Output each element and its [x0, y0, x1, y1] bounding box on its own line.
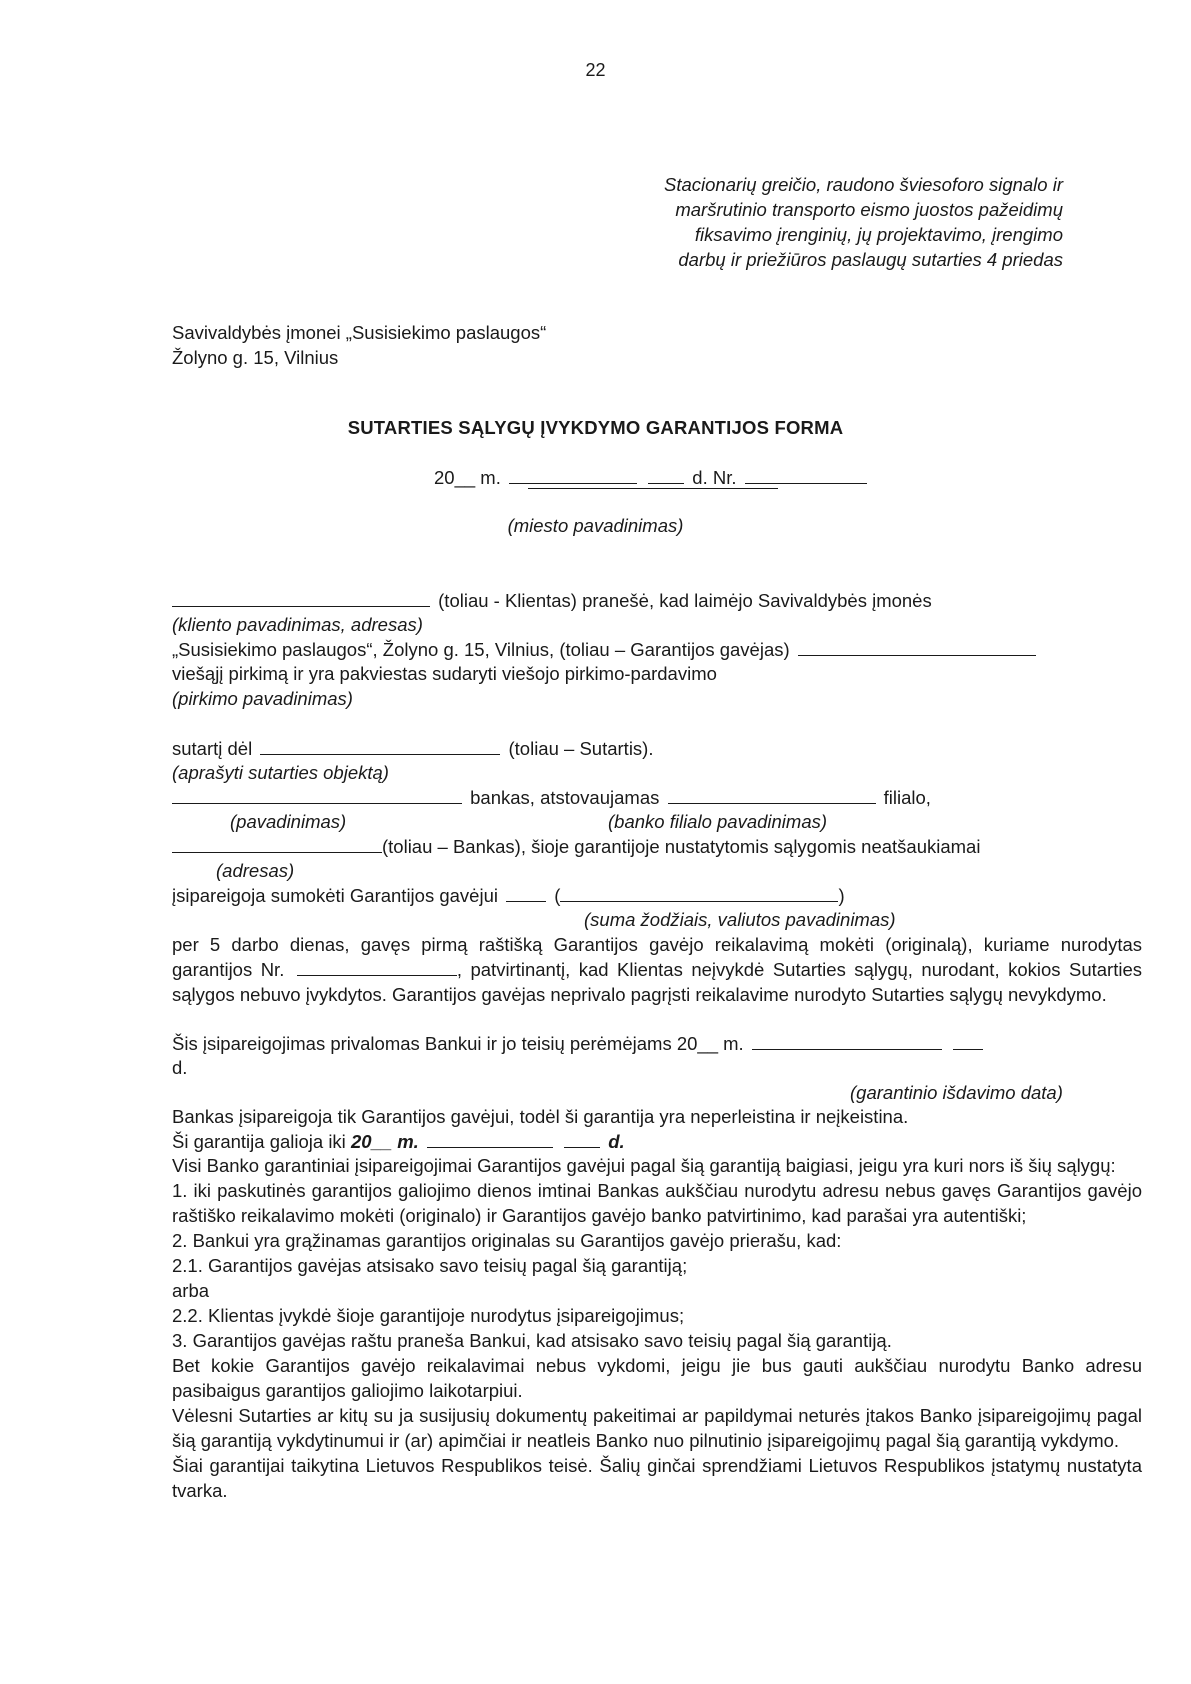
bank-name-blank[interactable]	[172, 785, 462, 804]
amendments-text: Vėlesni Sutarties ar kitų su ja susijusių dokumentų pakeitimai ar papildymai neturės įtakos Banko įsipareigojimų pagal šią garantiją vykdytinumui ir (ar) apimčiai ir neatleis Banko nuo pilnutinio įsipareigojimų pagal šią garantiją vykdymo.	[172, 1405, 1142, 1451]
annex-line: Stacionarių greičio, raudono šviesoforo signalo ir	[664, 174, 1063, 195]
date-nr-label: d. Nr.	[692, 467, 737, 488]
obligation-month-blank[interactable]	[752, 1031, 942, 1050]
company-text: „Susisiekimo paslaugos“, Žolyno g. 15, Vilnius, (toliau – Garantijos gavėjas)	[172, 639, 790, 660]
valid-year: 20__ m.	[350, 1131, 419, 1152]
city-caption: (miesto pavadinimas)	[507, 515, 684, 536]
company-line	[172, 637, 1142, 662]
obligation-line	[172, 1031, 1142, 1056]
client-blank[interactable]	[172, 588, 430, 607]
day-blank[interactable]	[648, 465, 684, 484]
conditions-block	[172, 1153, 1142, 1503]
contract-suffix: (toliau – Sutartis).	[508, 738, 654, 759]
client-text: (toliau - Klientas) pranešė, kad laimėjo Savivaldybės įmonės	[438, 590, 932, 611]
condition-2-1: 2.1. Garantijos gavėjas atsisako savo teisių pagal šią garantiją;	[172, 1255, 688, 1276]
valid-prefix: Ši garantija galioja iki	[172, 1131, 346, 1152]
obligation-text: Šis įsipareigojimas privalomas Bankui ir jo teisių perėmėjams 20__ m.	[172, 1033, 744, 1054]
late-claims-text: Bet kokie Garantijos gavėjo reikalavimai nebus vykdomi, jeigu jie bus gauti aukščiau nurodytu Banko adresu pasibaigus garantijos galiojimo laikotarpiui.	[172, 1355, 1142, 1401]
nontransferable-text: Bankas įsipareigoja tik Garantijos gavėjui, todėl ši garantija yra neperleistina ir neįkeistina.	[172, 1106, 909, 1127]
client-line	[172, 588, 1142, 613]
contract-caption: (aprašyti sutarties objektą)	[172, 762, 389, 783]
pay-line	[172, 883, 1142, 908]
pay-text: įsipareigoja sumokėti Garantijos gavėjui	[172, 885, 498, 906]
month-blank[interactable]	[509, 465, 637, 484]
page-number: 22	[585, 60, 606, 80]
amount-number-blank[interactable]	[506, 883, 546, 902]
recipient-name: Savivaldybės įmonei „Susisiekimo paslaugos“	[172, 322, 547, 343]
bank-address-blank[interactable]	[172, 834, 382, 853]
paren-close: )	[838, 885, 845, 906]
bank-text: (toliau – Bankas), šioje garantijoje nustatytomis sąlygomis neatšaukiamai	[382, 836, 981, 857]
branch-blank[interactable]	[668, 785, 876, 804]
procurement-blank[interactable]	[798, 637, 1036, 656]
demand-text-b: , patvirtinantį, kad Klientas neįvykdė Sutarties sąlygų, nurodant, kokios Sutarties sąlygos nebuvo įvykdytos. Garantijos gavėjas neprivalo pagrįsti reikalavime nurodyto Sutarties sąlygų nevykdymo.	[172, 959, 1143, 1005]
contract-line	[172, 736, 1142, 761]
demand-paragraph	[172, 932, 1142, 1007]
condition-2: 2. Bankui yra grąžinamas garantijos originalas su Garantijos gavėjo prierašu, kad:	[172, 1230, 842, 1251]
procurement-caption: (pirkimo pavadinimas)	[172, 688, 353, 709]
document-title: SUTARTIES SĄLYGŲ ĮVYKDYMO GARANTIJOS FORMA	[347, 417, 844, 438]
contract-prefix: sutartį dėl	[172, 738, 253, 759]
condition-2-2: 2.2. Klientas įvykdė šioje garantijoje nurodytus įsipareigojimus;	[172, 1305, 685, 1326]
paren-open: (	[554, 885, 561, 906]
client-caption: (kliento pavadinimas, adresas)	[172, 614, 423, 635]
bank-branch: filialo,	[883, 787, 931, 808]
annex-heading	[543, 172, 1063, 272]
date-year: 20__ m.	[434, 467, 501, 488]
or-text: arba	[172, 1280, 210, 1301]
procurement-text: viešąjį pirkimą ir yra pakviestas sudaryti viešojo pirkimo-pardavimo	[172, 663, 717, 684]
condition-1: 1. iki paskutinės garantijos galiojimo dienos imtinai Bankas aukščiau nurodytu adresu nebus gavęs Garantijos gavėjo raštiško reikalavimo mokėti (originalo) ir Garantijos gavėjo banko patvirtinimo, kad parašai yra autentiški;	[172, 1180, 1142, 1226]
demand-text-a: per 5 darbo dienas, gavęs pirmą raštišką Garantijos gavėjo reikalavimą mokėti (originalą), kuriame nurodytas garantijos Nr.	[172, 934, 1142, 980]
address-caption: (adresas)	[216, 860, 295, 881]
condition-3: 3. Garantijos gavėjas raštu praneša Bankui, kad atsisako savo teisių pagal šią garantiją.	[172, 1330, 892, 1351]
issue-caption: (garantinio išdavimo data)	[850, 1082, 1063, 1103]
branch-caption: (banko filialo pavadinimas)	[608, 811, 828, 832]
law-text: Šiai garantijai taikytina Lietuvos Respublikos teisė. Šalių ginčai sprendžiami Lietuvos Respublikos įstatymų nustatyta tvarka.	[172, 1455, 1142, 1501]
bank-represented: bankas, atstovaujamas	[470, 787, 660, 808]
number-blank[interactable]	[745, 465, 867, 484]
contract-blank[interactable]	[260, 736, 500, 755]
recipient-street: Žolyno g. 15, Vilnius	[172, 347, 339, 368]
obligation-d: d.	[172, 1057, 188, 1078]
annex-line: darbų ir priežiūros paslaugų sutarties 4 priedas	[678, 249, 1063, 270]
valid-d: d.	[608, 1131, 625, 1152]
guarantee-number-blank[interactable]	[297, 957, 457, 976]
annex-line: maršrutinio transporto eismo juostos pažeidimų	[675, 199, 1063, 220]
recipient-address	[172, 320, 546, 370]
expiry-intro: Visi Banko garantiniai įsipareigojimai Garantijos gavėjui pagal šią garantiją baigiasi, jeigu yra kuri nors iš šių sąlygų:	[172, 1155, 1116, 1176]
bank-line	[172, 785, 1142, 810]
annex-line: fiksavimo įrenginių, jų projektavimo, įrengimo	[694, 224, 1063, 245]
bank-address-line	[172, 834, 1142, 859]
date-line	[434, 465, 870, 490]
city-blank[interactable]	[528, 488, 778, 489]
valid-line	[172, 1129, 1142, 1154]
name-caption: (pavadinimas)	[230, 811, 347, 832]
obligation-day-blank[interactable]	[953, 1031, 983, 1050]
amount-words-blank[interactable]	[560, 883, 838, 902]
valid-month-blank[interactable]	[427, 1129, 553, 1148]
amount-caption: (suma žodžiais, valiutos pavadinimas)	[584, 909, 896, 930]
valid-day-blank[interactable]	[564, 1129, 600, 1148]
